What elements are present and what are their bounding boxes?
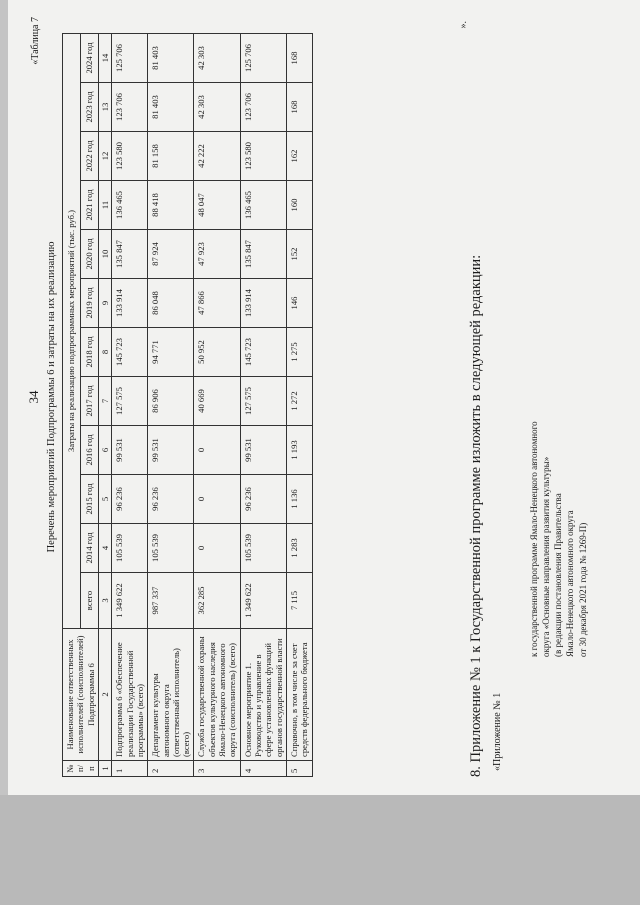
page-number: 34: [26, 390, 41, 404]
cost-cell: 146: [286, 279, 312, 328]
cost-cell: 133 914: [240, 279, 286, 328]
cost-cell: 362 285: [194, 573, 240, 629]
cost-cell: 127 575: [240, 377, 286, 426]
cost-cell: 105 539: [112, 524, 148, 573]
cost-cell: 1 283: [286, 524, 312, 573]
row-name: Служба государственной охраны объектов культурного наследия Ямало-Ненецкого автономного округа (соисполнитель) (всего): [194, 629, 240, 761]
cost-cell: 123 706: [240, 83, 286, 132]
cost-cell: 1 349 622: [112, 573, 148, 629]
cost-cell: 86 906: [148, 377, 194, 426]
row-number: 4: [240, 761, 286, 777]
cost-cell: 81 158: [148, 132, 194, 181]
cost-cell: 81 403: [148, 34, 194, 83]
column-number: 1: [98, 761, 111, 777]
table-label: «Таблица 7: [30, 17, 41, 65]
table-row: [112, 34, 148, 777]
cost-cell: 47 923: [194, 230, 240, 279]
cost-cell: 86 048: [148, 279, 194, 328]
approval-line: округа «Основные направления развития культуры»: [541, 456, 552, 657]
column-number: 4: [98, 524, 111, 573]
cost-cell: 99 531: [112, 426, 148, 475]
cost-cell: 987 337: [148, 573, 194, 629]
cost-cell: 42 222: [194, 132, 240, 181]
column-number: 11: [98, 181, 111, 230]
column-number: 8: [98, 328, 111, 377]
cost-cell: 96 236: [240, 475, 286, 524]
column-number: 14: [98, 34, 111, 83]
header-year: 2023 год: [80, 83, 98, 132]
header-year: 2019 год: [80, 279, 98, 328]
cost-cell: 42 303: [194, 34, 240, 83]
header-year: 2020 год: [80, 230, 98, 279]
cost-cell: 136 465: [240, 181, 286, 230]
approval-line: к государственной программе Ямало-Ненецкого автономного: [529, 421, 539, 657]
cost-cell: 152: [286, 230, 312, 279]
cost-cell: 50 952: [194, 328, 240, 377]
row-number: 1: [112, 761, 148, 777]
cost-cell: 1 275: [286, 328, 312, 377]
cost-cell: 123 706: [112, 83, 148, 132]
column-number: 9: [98, 279, 111, 328]
cost-cell: 48 047: [194, 181, 240, 230]
cost-cell: 105 539: [148, 524, 194, 573]
cost-cell: 123 580: [240, 132, 286, 181]
cost-cell: 47 866: [194, 279, 240, 328]
cost-cell: 88 418: [148, 181, 194, 230]
cost-cell: 123 580: [112, 132, 148, 181]
cost-cell: 81 403: [148, 83, 194, 132]
cost-cell: 127 575: [112, 377, 148, 426]
header-num: № п/п: [63, 761, 99, 777]
header-year: 2018 год: [80, 328, 98, 377]
table-row: [240, 34, 286, 777]
cost-cell: 1 272: [286, 377, 312, 426]
cost-cell: 7 115: [286, 573, 312, 629]
row-number: 2: [148, 761, 194, 777]
cost-cell: 162: [286, 132, 312, 181]
cost-cell: 96 236: [148, 475, 194, 524]
row-name: Основное мероприятие 1. Руководство и управление в сфере установленных функций органов государственной власти: [240, 629, 286, 761]
cost-cell: 145 723: [240, 328, 286, 377]
cost-cell: 1 193: [286, 426, 312, 475]
rotated-sheet: [20, 17, 620, 777]
approval-line: от 30 декабря 2021 года № 1269-П): [577, 522, 588, 657]
costs-table: [62, 33, 313, 777]
column-number: 7: [98, 377, 111, 426]
cost-cell: 87 924: [148, 230, 194, 279]
table-title: Перечень мероприятий Подпрограммы 6 и затраты на их реализацию: [46, 241, 57, 553]
header-total: всего: [80, 573, 98, 629]
cost-cell: 0: [194, 524, 240, 573]
cost-cell: 96 236: [112, 475, 148, 524]
header-year: 2024 год: [80, 34, 98, 83]
cost-cell: 42 303: [194, 83, 240, 132]
column-number: 3: [98, 573, 111, 629]
column-number-row: [98, 34, 111, 777]
header-year: 2015 год: [80, 475, 98, 524]
column-number: 6: [98, 426, 111, 475]
approval-block: [528, 421, 589, 657]
row-number: 5: [286, 761, 312, 777]
appendix-label: «Приложение № 1: [492, 692, 503, 771]
row-number: 3: [194, 761, 240, 777]
cost-cell: 99 531: [148, 426, 194, 475]
cost-cell: 99 531: [240, 426, 286, 475]
table-row: [148, 34, 194, 777]
cost-cell: 135 847: [112, 230, 148, 279]
header-costs: Затраты на реализацию подпрограммных мероприятий (тыс. руб.): [63, 34, 81, 629]
table-body: [112, 34, 312, 777]
cost-cell: 40 669: [194, 377, 240, 426]
header-name: Наименование ответственных исполнителей (соисполнителей) Подпрограммы 6: [63, 629, 99, 761]
cost-cell: 133 914: [112, 279, 148, 328]
column-number: 12: [98, 132, 111, 181]
end-quote-mark: ».: [458, 21, 469, 29]
cost-cell: 145 723: [112, 328, 148, 377]
cost-cell: 0: [194, 475, 240, 524]
column-number: 13: [98, 83, 111, 132]
section-heading: 8. Приложение № 1 к Государственной программе изложить в следующей редакции:: [468, 254, 484, 777]
column-number: 2: [98, 629, 111, 761]
cost-cell: 135 847: [240, 230, 286, 279]
cost-cell: 105 539: [240, 524, 286, 573]
cost-cell: 168: [286, 83, 312, 132]
row-name: Департамент культуры автономного округа (ответственный исполнитель) (всего): [148, 629, 194, 761]
row-name: Подпрограмма 6 «Обеспечение реализации Государственной программы» (всего): [112, 629, 148, 761]
approval-line: Ямало-Ненецкого автономного округа: [565, 510, 576, 657]
cost-cell: 1 136: [286, 475, 312, 524]
header-year: 2022 год: [80, 132, 98, 181]
cost-cell: 125 706: [112, 34, 148, 83]
cost-cell: 160: [286, 181, 312, 230]
cost-cell: 94 771: [148, 328, 194, 377]
header-year: 2021 год: [80, 181, 98, 230]
column-number: 5: [98, 475, 111, 524]
cost-cell: 136 465: [112, 181, 148, 230]
header-year: 2017 год: [80, 377, 98, 426]
table-row: [286, 34, 312, 777]
cost-cell: 168: [286, 34, 312, 83]
approval-line: (в редакции постановления Правительства: [553, 493, 564, 657]
cost-cell: 0: [194, 426, 240, 475]
header-year: 2016 год: [80, 426, 98, 475]
page-edge: [0, 0, 8, 795]
header-year: 2014 год: [80, 524, 98, 573]
cost-cell: 1 349 622: [240, 573, 286, 629]
table-row: [194, 34, 240, 777]
cost-cell: 125 706: [240, 34, 286, 83]
column-number: 10: [98, 230, 111, 279]
row-name: Справочно, в том числе за счет средств федерального бюджета: [286, 629, 312, 761]
